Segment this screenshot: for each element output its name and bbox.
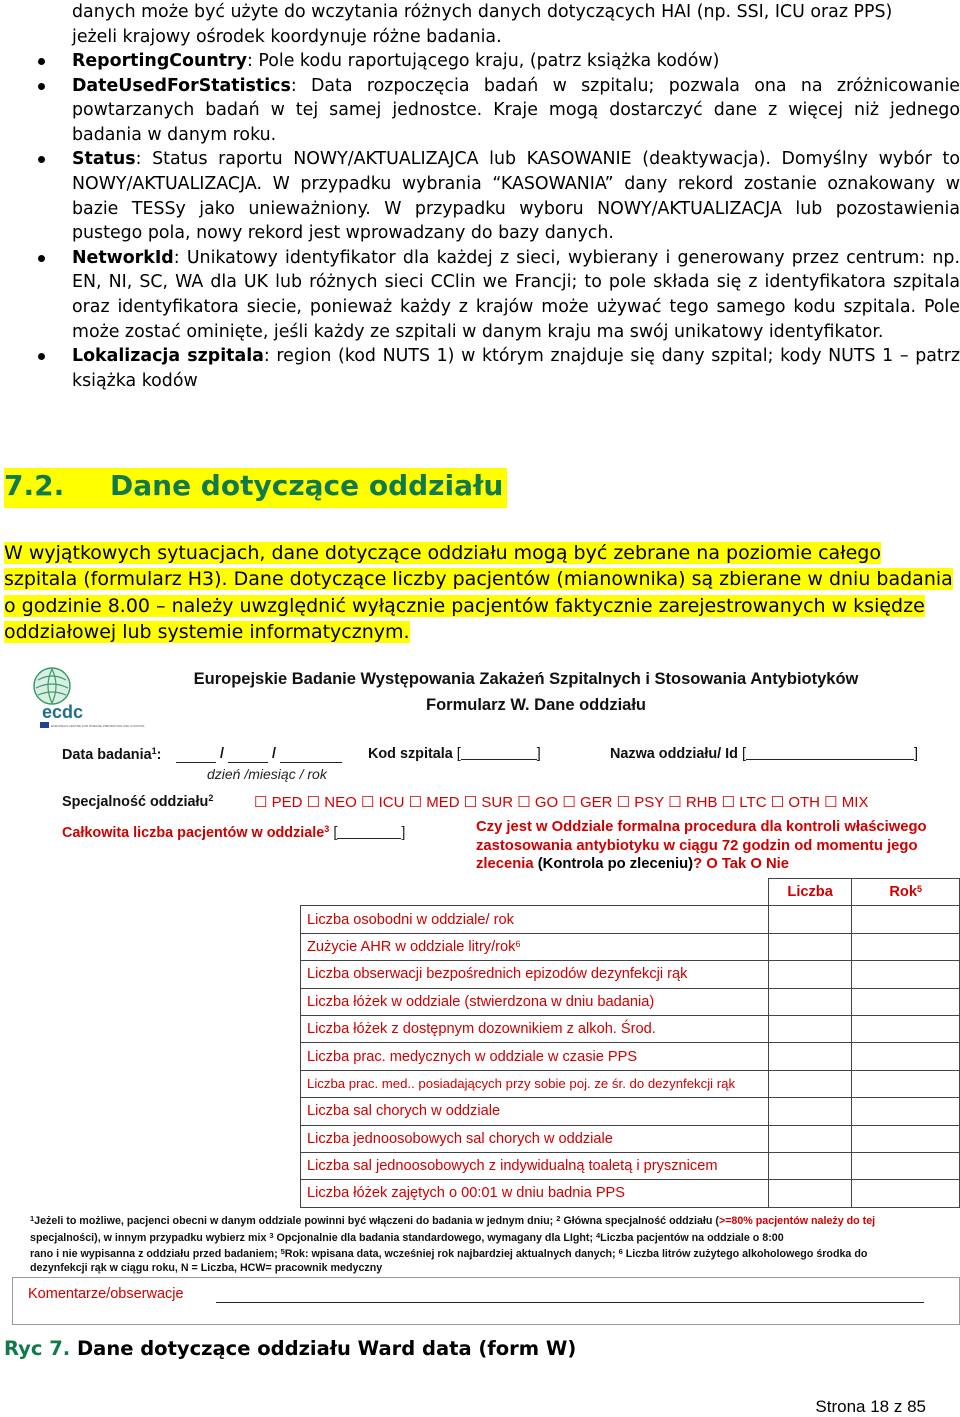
table-row: Liczba łóżek w oddziale (stwierdzona w dniu badania) [301,988,960,1015]
bullet-icon [38,353,45,360]
ward-form-figure [4,660,960,1326]
specialty-option[interactable]: ☐ LTC [721,794,767,811]
hospital-code-field[interactable] [461,747,537,760]
count-cell[interactable] [768,933,851,960]
highlighted-paragraph [4,540,960,646]
year-cell[interactable] [852,933,960,960]
field-term: ReportingCountry [72,51,247,71]
specialty-options [254,793,868,811]
total-patients-field[interactable] [337,826,401,839]
field-term: NetworkId [72,247,174,268]
table-row: Liczba prac. medycznych w oddziale w czasie PPS [301,1043,960,1070]
list-item [0,74,960,148]
column-header-count: Liczba [768,879,851,906]
antibiotic-control-question: Czy jest w Oddziale formalna procedura dla kontroli właściwego zastosowania antybiotyku w ciągu 72 godzin od momentu jego zlecenia (Kontrola po zleceniu)? O Tak O Nie [476,819,927,873]
logo-subtext: EUROPEAN CENTRE FOR DISEASE PREVENTION AND CONTROL [51,724,145,728]
year-cell[interactable] [852,1180,960,1207]
list-item [0,246,960,344]
logo-wordmark: ecdc [42,702,84,722]
specialty-option[interactable]: ☐ GO [517,794,559,811]
field-definition-list [0,49,960,393]
ecdc-logo [16,664,145,730]
hospital-code-label: Kod szpitala [ ] [368,746,541,762]
count-cell[interactable] [768,1070,851,1097]
continuation-line-1: danych może być użyte do wczytania różnych danych dotyczących HAI (np. SSI, ICU oraz PPS) [72,2,893,22]
page-number: Strona 18 z 85 [815,1397,926,1416]
year-cell[interactable] [852,1125,960,1152]
count-cell[interactable] [768,961,851,988]
section-heading [4,468,507,508]
specialty-option[interactable]: ☐ ICU [360,794,405,811]
date-format-hint: dzień /miesiąc / rok [207,766,327,782]
specialty-option[interactable]: ☐ MED [408,794,460,811]
list-item [0,49,960,74]
specialty-option[interactable]: ☐ RHB [668,794,718,811]
caption-text: Dane dotyczące oddziału Ward data (form W) [76,1337,577,1360]
table-row: Liczba obserwacji bezpośrednich epizodów dezynfekcji rąk [301,961,960,988]
ward-name-field[interactable] [746,747,914,760]
table-row: Liczba prac. med.. posiadających przy sobie poj. ze śr. do dezynfekcji rąk [301,1070,960,1097]
form-subtitle: Formularz W. Dane oddziału [425,696,647,714]
column-header-year: Rok$^5$ [852,879,960,906]
year-cell[interactable] [852,1152,960,1179]
specialty-option[interactable]: ☐ PSY [616,794,665,811]
comments-label: Komentarze/obserwacje [28,1286,184,1302]
field-description: : Unikatowy identyfikator dla każdej z sieci, wybierany i generowany przez centrum: np. EN, NI, SC, WA dla UK lub różnych sieci CClin we Francji; to pole składa się z identyfikatora szpitala oraz identyfikatora siecie, ponieważ każdy z krajów może używać tego samego kodu szpitala. Pole może zostać ominięte, jeśli każdy ze szpitali w danym kraju ma swój unikatowy identyfikator. [72,247,960,342]
table-row: Zużycie AHR w oddziale litry/rok$^6$ [301,933,960,960]
bullet-icon [38,255,45,262]
highlighted-text: W wyjątkowych sytuacjach, dane dotyczące oddziału mogą być zebrane na poziomie całego szpitala (formularz H3). Dane dotyczące liczby pacjentów (mianownika) są zbierane w dniu badania o godzinie 8.00 – należy uwzględnić wyłącznie pacjentów faktycznie zarejestrowanych w księdze oddziałowej lub systemie informatycznym. [4,542,953,644]
table-row: Liczba łóżek z dostępnym dozownikiem z alkoh. Środ. [301,1015,960,1042]
form-footnotes: $^1$Jeżeli to możliwe, pacjenci obecni w danym oddziale powinni być włączeni do badania w jednym dniu; $^2$ Główna specjalność oddziału (>=80% pacjentów należy do tej specjalności), w innym przypadku wybierz mix $^3$ Opcjonalnie dla badania standardowego, wymagany dla LIght; $^4$Liczba pacjentów na oddziale o 8:00 rano i nie wypisanna z oddziału przed badaniem; $^5$Rok: wpisana data, wcześniej rok najbardziej aktualnych danych; $^6$ Liczba litrów zużytego alkoholowego środka do dezynfekcji rąk w ciągu roku, N = Liczba, HCW= pracownik medyczny [30,1214,876,1275]
count-cell[interactable] [768,1015,851,1042]
list-item [0,344,960,393]
field-term: Status [72,149,136,170]
bullet-icon [38,156,45,163]
field-description: : region (kod NUTS 1) w którym znajduje się dany szpital; kody NUTS 1 – patrz książka kodów [72,346,960,391]
field-term: Lokalizacja szpitala [72,346,264,367]
field-description: : Status raportu NOWY/AKTUALIZAJCA lub KASOWANIE (deaktywacja). Domyślny wybór to NOWY/AKTUALIZACJA. W przypadku wybrania “KASOWANIA” dany rekord zostanie oznakowany w bazie TESSy jako unieważniony. W przypadku wyboru NOWY/AKTUALIZACJA lub pozostawienia pustego pola, nowy rekord jest wprowadzany do bazy danych. [72,149,960,244]
table-row: Liczba jednoosobowych sal chorych w oddziale [301,1125,960,1152]
table-row: Liczba łóżek zajętych o 00:01 w dniu badnia PPS [301,1180,960,1207]
form-title: Europejskie Badanie Występowania Zakażeń Szpitalnych i Stosowania Antybiotyków [193,670,859,688]
table-row: Liczba sal jednoosobowych z indywidualną toaletą i prysznicem [301,1152,960,1179]
bullet-icon [38,83,45,90]
field-description: : Pole kodu raportującego kraju, (patrz książka kodów) [246,51,720,71]
field-term: DateUsedForStatistics [72,75,291,96]
figure-caption [4,1337,576,1360]
count-cell[interactable] [768,1152,851,1179]
survey-date-label: Data badania$^1$: [62,746,162,763]
year-cell[interactable] [852,1015,960,1042]
year-cell[interactable] [852,1070,960,1097]
continuation-line-2: jeżeli krajowy ośrodek koordynuje różne badania. [72,26,502,47]
specialty-option[interactable]: ☐ NEO [306,794,357,811]
control-yes-no-options[interactable]: ? O Tak O Nie [693,856,790,873]
total-patients-label: Całkowita liczba pacjentów w oddziale$^3$ [ ] [62,824,406,841]
caption-number: Ryc 7. [4,1337,71,1360]
table-header-row [301,879,960,906]
list-item [0,147,960,245]
bullet-icon [38,58,45,65]
specialty-option[interactable]: ☐ SUR [463,794,514,811]
table-row: Liczba osobodni w oddziale/ rok [301,906,960,933]
section-number: 7.2. [4,469,65,502]
count-cell[interactable] [768,1125,851,1152]
section-title: Dane dotyczące oddziału [110,469,504,502]
count-cell[interactable] [768,1098,851,1125]
specialty-option[interactable]: ☐ PED [254,794,303,811]
specialty-option[interactable]: ☐ MIX [824,794,869,811]
specialty-option[interactable]: ☐ GER [562,794,613,811]
count-cell[interactable] [768,906,851,933]
count-cell[interactable] [768,988,851,1015]
year-cell[interactable] [852,906,960,933]
continuation-paragraph [72,0,960,49]
count-cell[interactable] [768,1043,851,1070]
comments-field[interactable] [216,1302,924,1303]
ward-data-table [300,878,960,1208]
year-cell[interactable] [852,1098,960,1125]
count-cell[interactable] [768,1180,851,1207]
table-row: Liczba sal chorych w oddziale [301,1098,960,1125]
year-cell[interactable] [852,1043,960,1070]
year-cell[interactable] [852,988,960,1015]
ward-name-label: Nazwa oddziału/ Id [ ] [610,746,918,762]
survey-date-field[interactable]: / / [176,746,342,763]
specialty-label: Specjalność oddziału$^2$ [62,793,214,810]
specialty-option[interactable]: ☐ OTH [770,794,820,811]
field-description: : Data rozpoczęcia badań w szpitalu; pozwala ona na zróżnicowanie powtarzanych badań w tej samej jednostce. Kraje mogą dostarczyć dane z więcej niż jednego badania w danym roku. [72,75,960,145]
year-cell[interactable] [852,961,960,988]
